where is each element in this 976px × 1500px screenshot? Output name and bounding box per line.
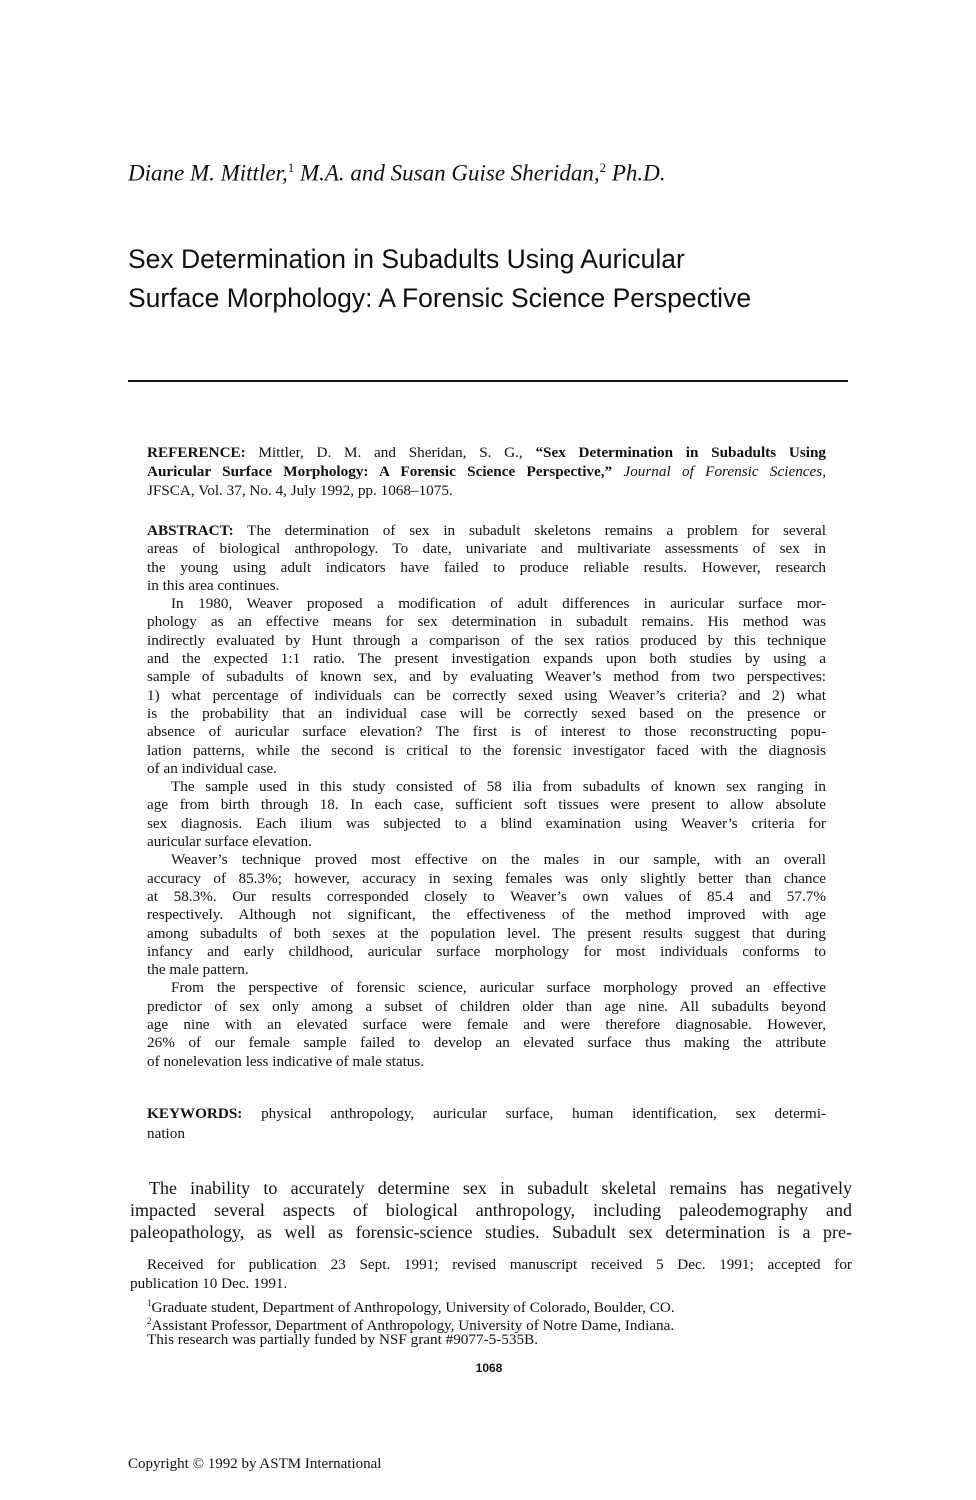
abstract-text: In 1980, Weaver proposed a modification of adult differences in auricular surface mor-: [171, 595, 826, 613]
author-2-degree: Ph.D.: [606, 160, 666, 186]
abstract-line: [147, 595, 826, 613]
paper-title-line-2: Surface Morphology: A Forensic Science Perspective: [128, 283, 752, 313]
abstract-line: [147, 559, 826, 577]
abstract-text: absence of auricular surface elevation? The first is of interest to those reconstructing popu-: [147, 723, 826, 741]
abstract-line: [147, 943, 826, 961]
abstract-line: [147, 650, 826, 668]
body-line: paleopathology, as well as forensic-science studies. Subadult sex determination is a pre-: [130, 1222, 852, 1242]
abstract-text: From the perspective of forensic science, auricular surface morphology proved an effective: [171, 979, 826, 997]
footnote-marker-2: 2: [599, 160, 607, 175]
funding-note: This research was partially funded by NSF grant #9077-5-535B.: [147, 1331, 538, 1349]
footnote-1: [130, 1294, 852, 1316]
reference-citation: JFSCA, Vol. 37, No. 4, July 1992, pp. 1068–1075.: [147, 482, 453, 499]
body-line: impacted several aspects of biological anthropology, including paleodemography and: [130, 1200, 852, 1220]
page-number: [0, 1361, 976, 1375]
page-number-text: 1068: [475, 1361, 503, 1375]
abstract-text: phology as an effective means for sex determination in subadult remains. His method was: [147, 613, 826, 631]
reference-title-cont: Auricular Surface Morphology: A Forensic Science Perspective,”: [147, 463, 613, 480]
received-note: Received for publication 23 Sept. 1991; revised manuscript received 5 Dec. 1991; accepted for: [147, 1256, 852, 1273]
abstract-text: of an individual case.: [147, 759, 277, 777]
abstract-text: of nonelevation less indicative of male status.: [147, 1052, 425, 1070]
abstract-line: [147, 796, 826, 814]
footnote-1-mark: 1: [147, 1297, 152, 1308]
abstract-line: [147, 815, 826, 833]
abstract-line: [147, 522, 826, 540]
abstract-text: infancy and early childhood, auricular surface morphology for most individuals conforms to: [147, 942, 826, 960]
abstract-text: lation patterns, while the second is critical to the forensic investigator faced with the diagnosis: [147, 741, 826, 759]
abstract-text: in this area continues.: [147, 576, 280, 594]
abstract-line: [147, 632, 826, 650]
author-2: M.A. and Susan Guise Sheridan,: [294, 160, 600, 186]
body-line: The inability to accurately determine sex in subadult skeletal remains has negatively: [149, 1178, 852, 1198]
abstract-text: among subadults of both sexes at the population level. The present results suggest that during: [147, 924, 826, 942]
reference-title: “Sex Determination in Subadults Using: [535, 444, 827, 461]
abstract-line: [147, 1053, 826, 1071]
abstract-line: [147, 925, 826, 943]
abstract-line: [147, 851, 826, 869]
abstract-text: The determination of sex in subadult skeletons remains a problem for several: [233, 522, 826, 539]
abstract-line: [147, 742, 826, 760]
keywords-block: [147, 1104, 826, 1143]
abstract-line: [147, 961, 826, 979]
abstract-text: Weaver’s technique proved most effective on the males in our sample, with an overall: [171, 851, 826, 869]
abstract-text: areas of biological anthropology. To date, univariate and multivariate assessments of sex in: [147, 540, 826, 558]
abstract-line: [147, 906, 826, 924]
body-text: [130, 1177, 852, 1243]
abstract-line: [147, 705, 826, 723]
abstract-block: [147, 522, 826, 1071]
abstract-text: is the probability that an individual case will be correctly sexed based on the presence or: [147, 704, 826, 722]
abstract-line: [147, 998, 826, 1016]
abstract-text: respectively. Although not significant, the effectiveness of the method improved with age: [147, 906, 826, 924]
reference-journal: Journal of Forensic Sciences,: [612, 463, 827, 480]
abstract-text: predictor of sex only among a subset of children older than age nine. All subadults beyond: [147, 997, 826, 1015]
abstract-text: indirectly evaluated by Hunt through a comparison of the sex ratios produced by this technique: [147, 631, 826, 649]
abstract-text: the male pattern.: [147, 961, 249, 979]
abstract-label: ABSTRACT:: [147, 522, 234, 539]
keywords-label: KEYWORDS:: [147, 1105, 243, 1122]
author-line: [128, 160, 666, 187]
abstract-line: [147, 723, 826, 741]
abstract-line: [147, 1034, 826, 1052]
footnote-2-mark: 2: [147, 1316, 152, 1327]
abstract-text: 1) what percentage of individuals can be correctly sexed using Weaver’s criteria? and 2) what: [147, 686, 826, 704]
abstract-line: [147, 1016, 826, 1034]
reference-label: REFERENCE:: [147, 444, 246, 461]
reference-text: Mittler, D. M. and Sheridan, S. G.,: [245, 444, 536, 461]
abstract-line: [147, 687, 826, 705]
received-note-cont: publication 10 Dec. 1991.: [130, 1274, 288, 1292]
abstract-line: [147, 833, 826, 851]
reference-block: [147, 443, 826, 500]
abstract-line: [147, 888, 826, 906]
footnotes: [130, 1256, 852, 1350]
abstract-text: sex diagnosis. Each ilium was subjected to a blind examination using Weaver’s criteria for: [147, 814, 826, 832]
copyright-notice: Copyright © 1992 by ASTM International: [128, 1456, 382, 1472]
title-divider: [128, 380, 848, 382]
abstract-text: accuracy of 85.3%; however, accuracy in sexing females was only slightly better than chance: [147, 869, 826, 887]
abstract-line: [147, 668, 826, 686]
abstract-text: and the expected 1:1 ratio. The present investigation expands upon both studies by using a: [147, 650, 826, 668]
abstract-text: the young using adult indicators have failed to produce reliable results. However, research: [147, 558, 826, 576]
footnote-1-text: Graduate student, Department of Anthropology, University of Colorado, Boulder, CO.: [151, 1298, 675, 1316]
abstract-line: [147, 778, 826, 796]
abstract-line: [147, 760, 826, 778]
abstract-line: [147, 540, 826, 558]
keywords-text-cont: nation: [147, 1124, 185, 1142]
abstract-line: [147, 577, 826, 595]
abstract-text: sample of subadults of known sex, and by evaluating Weaver’s method from two perspectives:: [147, 668, 826, 686]
abstract-line: [147, 870, 826, 888]
footnote-marker-1: 1: [287, 160, 295, 175]
footnote-2: [130, 1312, 852, 1335]
keywords-text: physical anthropology, auricular surface, human identification, sex determi-: [242, 1105, 826, 1122]
footnote-2-text: Assistant Professor, Department of Anthropology, University of Notre Dame, Indiana.: [151, 1317, 675, 1335]
paper-title-line-1: Sex Determination in Subadults Using Auricular: [128, 244, 685, 274]
abstract-text: age nine with an elevated surface were female and were therefore diagnosable. However,: [147, 1016, 826, 1034]
abstract-text: auricular surface elevation.: [147, 833, 312, 851]
abstract-text: 26% of our female sample failed to develop an elevated surface thus making the attribute: [147, 1034, 826, 1052]
abstract-line: [147, 979, 826, 997]
abstract-text: at 58.3%. Our results corresponded closely to Weaver’s own values of 85.4 and 57.7%: [147, 887, 826, 905]
abstract-line: [147, 613, 826, 631]
abstract-text: The sample used in this study consisted of 58 ilia from subadults of known sex ranging in: [171, 778, 826, 796]
abstract-text: age from birth through 18. In each case, sufficient soft tissues were present to allow absolute: [147, 796, 826, 814]
author-1: Diane M. Mittler,: [128, 160, 288, 186]
